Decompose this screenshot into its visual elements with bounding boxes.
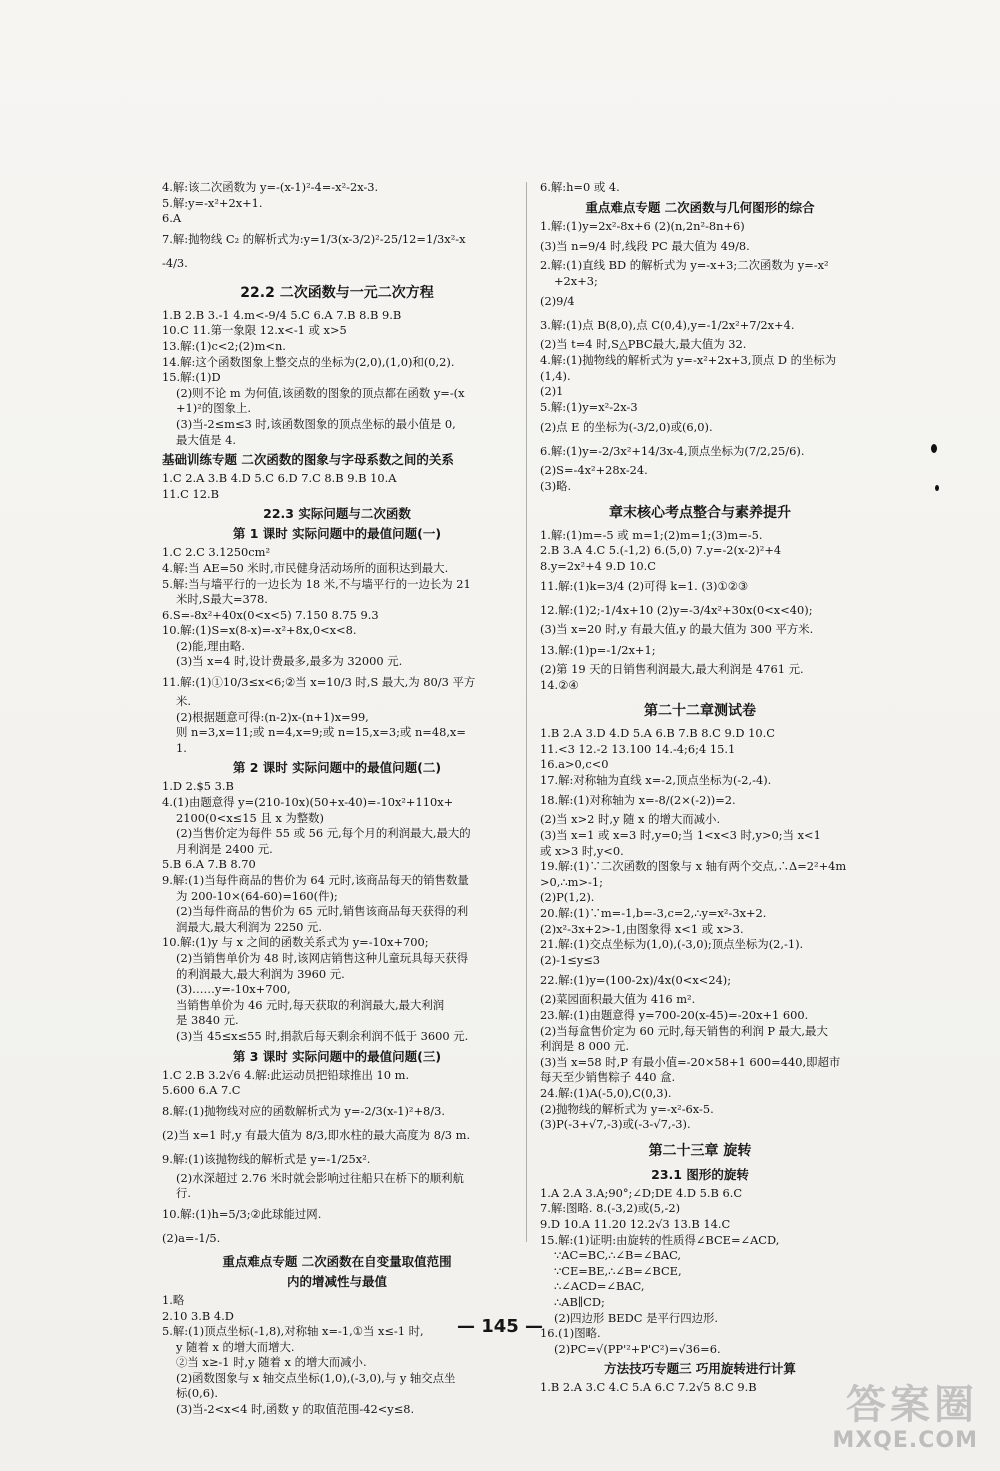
answer-line: 1.A 2.A 3.A;90°;∠D;DE 4.D 5.B 6.C: [540, 1185, 743, 1200]
answer-line: 月利润是 2400 元.: [176, 841, 273, 856]
answer-line: 11.解:(1)①10/3≤x<6;②当 x=10/3 时,S 最大,为 80/3 平方: [162, 675, 476, 690]
answer-line: 1.解:(1)y=2x²-8x+6 (2)(n,2n²-8n+6): [540, 218, 745, 233]
answer-line: 11.解:(1)k=3/4 (2)可得 k=1. (3)①②③: [540, 579, 749, 594]
answer-line: (2)1: [540, 384, 564, 399]
answer-line: 10.C 11.第一象限 12.x<-1 或 x>5: [162, 323, 347, 338]
answer-line: 5.解:y=-x²+2x+1.: [162, 195, 263, 210]
answer-line: 15.解:(1)证明:由旋转的性质得∠BCE=∠ACD,: [540, 1232, 780, 1247]
answer-line: 20.解:(1)∵m=-1,b=-3,c=2,∴y=x²-3x+2.: [540, 906, 767, 921]
answer-line: 1.C 2.B 3.2√6 4.解:此运动员把铅球推出 10 m.: [162, 1067, 410, 1082]
answer-line: 21.解:(1)交点坐标为(1,0),(-3,0);顶点坐标为(2,-1).: [540, 937, 804, 952]
answer-line: 1.C 2.C 3.1250cm²: [162, 545, 271, 560]
answer-line: 6.解:(1)y=-2/3x²+14/3x-4,顶点坐标为(7/2,25/6).: [540, 444, 805, 459]
answer-line: 米时,S最大=378.: [176, 592, 268, 607]
answer-line: 8.y=2x²+4 9.D 10.C: [540, 558, 656, 573]
answer-line: +2x+3;: [554, 273, 598, 288]
answer-line: 1.略: [162, 1292, 185, 1307]
answer-line: 1.B 2.A 3.D 4.D 5.A 6.B 7.B 8.C 9.D 10.C: [540, 726, 775, 741]
answer-line: 19.解:(1)∵二次函数的图象与 x 轴有两个交点,∴Δ=2²+4m: [540, 859, 847, 874]
answer-line: (2)水深超过 2.76 米时就会影响过往船只在桥下的顺利航: [176, 1170, 464, 1185]
answer-line: (3)当 45≤x≤55 时,捐款后每天剩余利润不低于 3600 元.: [176, 1028, 469, 1043]
answer-line: (2)S=-4x²+28x-24.: [540, 463, 648, 478]
answer-line: 则 n=3,x=11;或 n=4,x=9;或 n=15,x=3;或 n=48,x=: [176, 725, 466, 740]
answer-line: 14.解:这个函数图象上整交点的坐标为(2,0),(1,0)和(0,2).: [162, 354, 455, 369]
answer-line: 5.解:(1)顶点坐标(-1,8),对称轴 x=-1,①当 x≤-1 时,: [162, 1324, 424, 1339]
watermark-logo: [832, 1382, 978, 1454]
answer-line: 或 x>3 时,y<0.: [540, 843, 624, 858]
answer-line: 米.: [176, 694, 192, 709]
answer-line: 2.10 3.B 4.D: [162, 1308, 234, 1323]
answer-line: (1,4).: [540, 368, 571, 383]
answer-line: 9.D 10.A 11.20 12.2√3 13.B 14.C: [540, 1216, 731, 1231]
answer-line: (3)当 x=4 时,设计费最多,最多为 32000 元.: [176, 654, 403, 669]
right-column: [540, 180, 860, 1396]
section-heading: 重点难点专题 二次函数在自变量取值范围: [222, 1253, 452, 1269]
section-heading: 第二十二章测试卷: [644, 703, 756, 720]
answer-line: 7.解:图略. 8.(-3,2)或(5,-2): [540, 1201, 681, 1216]
page-number: — 145 —: [456, 1316, 544, 1337]
answer-line: (2)当 x>2 时,y 随 x 的增大而减小.: [540, 812, 721, 827]
answer-line: (3)当 x=1 或 x=3 时,y=0;当 1<x<3 时,y>0;当 x<1: [540, 828, 821, 843]
answer-line: >0,∴m>-1;: [540, 874, 603, 889]
answer-line: (3)当 n=9/4 时,线段 PC 最大值为 49/8.: [540, 239, 750, 254]
answer-line: 2.解:(1)直线 BD 的解析式为 y=-x+3;二次函数为 y=-x²: [540, 258, 829, 273]
answer-line: (3)P(-3+√7,-3)或(-3-√7,-3).: [540, 1117, 691, 1132]
answer-line: 13.解:(1)c<2;(2)m<n.: [162, 338, 286, 353]
answer-line: 为 200-10×(64-60)=160(件);: [176, 888, 338, 903]
answer-line: 1.: [176, 740, 187, 755]
ink-speck: [931, 444, 937, 453]
answer-line: 6.A: [162, 211, 182, 226]
answer-line: 的利润最大,最大利润为 3960 元.: [176, 966, 345, 981]
answer-line: ②当 x≥-1 时,y 随着 x 的增大而减小.: [176, 1355, 367, 1370]
answer-line: 润最大,最大利润为 2250 元.: [176, 919, 322, 934]
answer-line: -4/3.: [162, 255, 188, 270]
answer-line: 23.解:(1)由题意得 y=700-20(x-45)=-20x+1 600.: [540, 1008, 809, 1022]
section-heading: 22.2 二次函数与一元二次方程: [240, 284, 434, 301]
answer-line: 标(0,6).: [176, 1386, 219, 1401]
answer-line: 4.解:该二次函数为 y=-(x-1)²-4=-x²-2x-3.: [162, 180, 379, 194]
answer-line: (2)a=-1/5.: [162, 1230, 221, 1245]
answer-line: 2.B 3.A 4.C 5.(-1,2) 6.(5,0) 7.y=-2(x-2)²+4: [540, 543, 782, 558]
answer-line: 8.解:(1)抛物线对应的函数解析式为 y=-2/3(x-1)²+8/3.: [162, 1103, 445, 1118]
answer-line: 5.B 6.A 7.B 8.70: [162, 857, 256, 872]
answer-line: (3)……y=-10x+700,: [176, 982, 291, 997]
section-heading: 第 1 课时 实际问题中的最值问题(一): [232, 526, 442, 542]
answer-line: 24.解:(1)A(-5,0),C(0,3).: [540, 1085, 672, 1100]
section-heading: 第二十三章 旋转: [648, 1142, 752, 1159]
answer-line: (3)当-2≤m≤3 时,该函数图象的顶点坐标的最小值是 0,: [176, 416, 456, 431]
section-heading: 方法技巧专题三 巧用旋转进行计算: [604, 1361, 796, 1377]
answer-line: 17.解:对称轴为直线 x=-2,顶点坐标为(-2,-4).: [540, 772, 772, 787]
section-heading: 基础训练专题 二次函数的图象与字母系数之间的关系: [162, 452, 454, 468]
answer-line: 18.解:(1)对称轴为 x=-8/(2×(-2))=2.: [540, 793, 736, 808]
answer-line: 12.解:(1)2;-1/4x+10 (2)y=-3/4x²+30x(0<x<40);: [540, 603, 813, 618]
answer-line: 9.解:(1)该抛物线的解析式是 y=-1/25x².: [162, 1151, 371, 1166]
section-heading: 内的增减性与最值: [286, 1273, 387, 1289]
answer-line: 10.解:(1)h=5/3;②此球能过网.: [162, 1206, 322, 1221]
answer-line: (2)当每件商品的售价为 65 元时,销售该商品每天获得的利: [176, 904, 469, 919]
watermark-url: MXQE.COM: [832, 1428, 978, 1453]
answer-line: (2)函数图象与 x 轴交点坐标(1,0),(-3,0),与 y 轴交点坐: [176, 1370, 456, 1385]
section-heading: 第 3 课时 实际问题中的最值问题(三): [232, 1048, 442, 1064]
answer-line: ∵AC=BC,∴∠B=∠BAC,: [554, 1248, 682, 1263]
answer-line: 6.解:h=0 或 4.: [540, 180, 620, 194]
answer-line: 3.解:(1)点 B(8,0),点 C(0,4),y=-1/2x²+7/2x+4.: [540, 318, 795, 333]
answer-line: 6.S=-8x²+40x(0<x<5) 7.150 8.75 9.3: [162, 607, 379, 622]
section-heading: 22.3 实际问题与二次函数: [263, 506, 411, 522]
section-heading: 23.1 图形的旋转: [651, 1166, 749, 1182]
answer-line: (2)能,理由略.: [176, 638, 245, 653]
answer-line: 16.(1)图略.: [540, 1326, 601, 1341]
answer-line: 行.: [176, 1186, 192, 1201]
answer-line: 利润是 8 000 元.: [540, 1039, 630, 1054]
answer-line: (2)当每盒售价定为 60 元时,每天销售的利润 P 最大,最大: [540, 1023, 828, 1038]
section-heading: 章末核心考点整合与素养提升: [609, 504, 791, 521]
answer-line: (2)菜园面积最大值为 416 m².: [540, 992, 696, 1007]
answer-line: 1.C 2.A 3.B 4.D 5.C 6.D 7.C 8.B 9.B 10.A: [162, 471, 397, 486]
answer-line: 11.<3 12.-2 13.100 14.-4;6;4 15.1: [540, 741, 736, 756]
answer-line: (2)x²-3x+2>-1,由图象得 x<1 或 x>3.: [540, 921, 744, 936]
answer-line: (2)-1≤y≤3: [540, 952, 601, 967]
answer-line: 5.解:当与墙平行的一边长为 18 米,不与墙平行的一边长为 21: [162, 576, 471, 591]
answer-line: (2)9/4: [540, 294, 575, 309]
answer-line: 10.解:(1)y 与 x 之间的函数关系式为 y=-10x+700;: [162, 935, 429, 950]
answer-line: 16.a>0,c<0: [540, 757, 609, 772]
answer-line: (2)当售价定为每件 55 或 56 元,每个月的利润最大,最大的: [176, 826, 471, 841]
column-divider: [526, 182, 527, 1242]
watermark-title: 答案圈: [846, 1382, 978, 1428]
answer-line: (2)则不论 m 为何值,该函数的图象的顶点都在函数 y=-(x: [176, 385, 465, 400]
answer-line: 最大值是 4.: [176, 432, 237, 447]
answer-line: 13.解:(1)p=-1/2x+1;: [540, 642, 656, 657]
answer-line: ∴∠ACD=∠BAC,: [554, 1279, 645, 1294]
answer-line: 22.解:(1)y=(100-2x)/4x(0<x<24);: [540, 973, 732, 988]
answer-line: 11.C 12.B: [162, 486, 219, 501]
answer-line: (2)点 E 的坐标为(-3/2,0)或(6,0).: [540, 420, 713, 435]
answer-line: (2)四边形 BEDC 是平行四边形.: [554, 1310, 719, 1325]
answer-line: ∵CE=BE,∴∠B=∠BCE,: [554, 1263, 682, 1278]
answer-line: 1.D 2.$5 3.B: [162, 779, 234, 794]
answer-line: 1.解:(1)m=-5 或 m=1;(2)m=1;(3)m=-5.: [540, 527, 763, 542]
answer-line: 是 3840 元.: [176, 1013, 239, 1028]
left-column: [162, 180, 512, 1418]
answer-line: 4.(1)由题意得 y=(210-10x)(50+x-40)=-10x²+110x+: [162, 795, 454, 810]
answer-line: 7.解:抛物线 C₂ 的解析式为:y=1/3(x-3/2)²-25/12=1/3x²-x: [162, 231, 466, 246]
section-heading: 重点难点专题 二次函数与几何图形的综合: [585, 199, 815, 215]
answer-line: 2100(0<x≤15 且 x 为整数): [176, 810, 324, 825]
answer-line: (3)略.: [540, 478, 572, 493]
answer-line: 5.600 6.A 7.C: [162, 1083, 241, 1098]
answer-line: y 随着 x 的增大而增大.: [176, 1339, 295, 1354]
section-heading: 第 2 课时 实际问题中的最值问题(二): [232, 760, 442, 776]
answer-line: (2)当 x=1 时,y 有最大值为 8/3,即水柱的最大高度为 8/3 m.: [162, 1127, 471, 1142]
answer-line: ∴AB∥CD;: [554, 1294, 605, 1309]
answer-line: (3)当 x=20 时,y 有最大值,y 的最大值为 300 平方米.: [540, 622, 814, 637]
answer-line: 9.解:(1)当每件商品的售价为 64 元时,该商品每天的销售数量: [162, 873, 469, 887]
answer-line: (2)当销售单价为 48 时,该网店销售这种儿童玩具每天获得: [176, 950, 469, 965]
answer-line: (2)P(1,2).: [540, 890, 595, 905]
answer-line: 5.解:(1)y=x²-2x-3: [540, 399, 638, 414]
answer-line: (2)PC=√(PP'²+P'C²)=√36=6.: [554, 1341, 721, 1356]
answer-line: (2)抛物线的解析式为 y=-x²-6x-5.: [540, 1101, 714, 1116]
answer-line: 10.解:(1)S=x(8-x)=-x²+8x,0<x<8.: [162, 623, 357, 638]
answer-line: (3)当-2<x<4 时,函数 y 的取值范围-42<y≤8.: [176, 1402, 415, 1417]
answer-line: 14.②④: [540, 677, 579, 692]
answer-line: 每天至少销售粽子 440 盒.: [540, 1070, 676, 1085]
answer-line: (3)当 x=58 时,P 有最小值=-20×58+1 600=440,即超市: [540, 1054, 841, 1069]
answer-line: 4.解:当 AE=50 米时,市民健身活动场所的面积达到最大.: [162, 560, 449, 575]
answer-line: (2)当 t=4 时,S△PBC最大,最大值为 32.: [540, 337, 747, 352]
answer-line: (2)第 19 天的日销售利润最大,最大利润是 4761 元.: [540, 661, 804, 676]
answer-line: +1)²的图象上.: [176, 401, 251, 416]
ink-speck: [935, 485, 939, 491]
answer-line: 1.B 2.B 3.-1 4.m<-9/4 5.C 6.A 7.B 8.B 9.B: [162, 307, 402, 322]
answer-line: 1.B 2.A 3.C 4.C 5.A 6.C 7.2√5 8.C 9.B: [540, 1380, 757, 1395]
answer-line: (2)根据题意可得:(n-2)x-(n+1)x=99,: [176, 709, 369, 724]
answer-line: 15.解:(1)D: [162, 370, 221, 385]
answer-line: 当销售单价为 46 元时,每天获取的利润最大,最大利润: [176, 997, 445, 1012]
answer-line: 4.解:(1)抛物线的解析式为 y=-x²+2x+3,顶点 D 的坐标为: [540, 352, 837, 367]
